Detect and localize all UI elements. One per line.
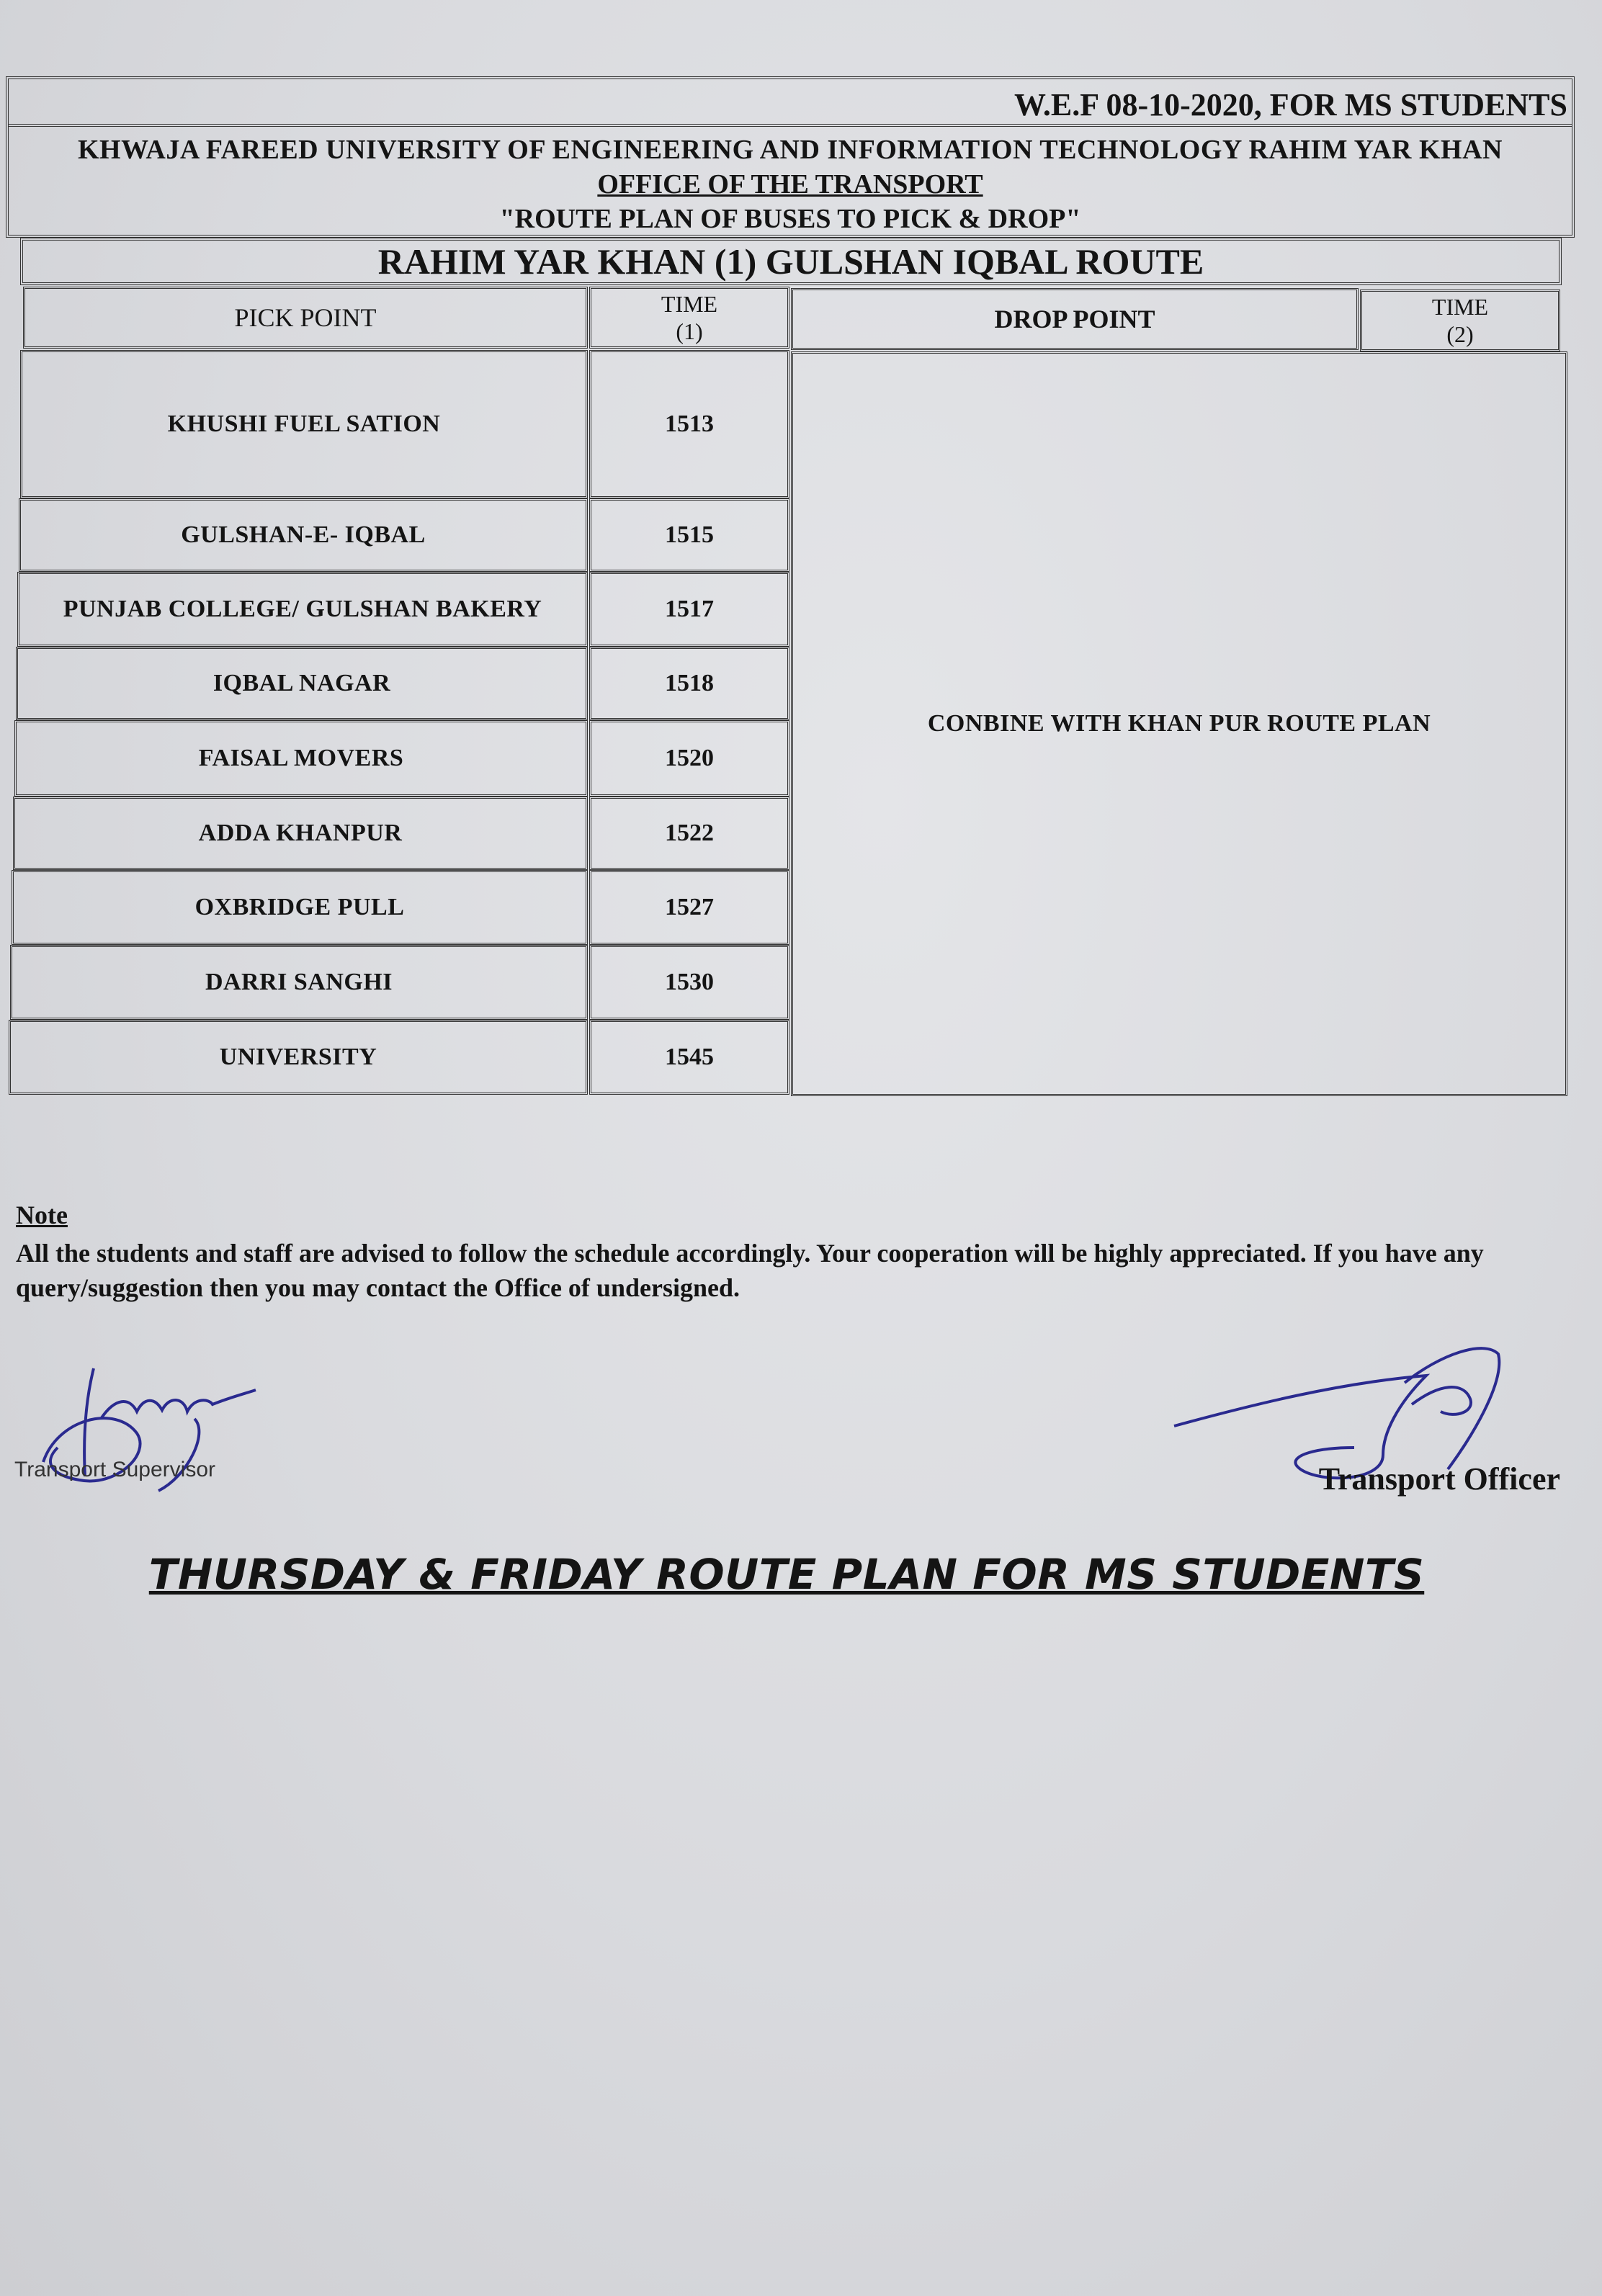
time2-header (1360, 290, 1560, 351)
time-cell: 1515 (665, 521, 714, 548)
time2-header-label: TIME (1431, 294, 1489, 320)
wef-row (9, 79, 1572, 127)
table-row-time (589, 1020, 789, 1095)
note-text: All the students and staff are advised to follow the schedule accordingly. Your cooperation will be highly appreciated. If you have any query/suggestion then you may contact the Office of undersigned. (16, 1239, 1484, 1302)
time-cell: 1517 (665, 596, 714, 622)
effective-date: W.E.F 08-10-2020, FOR MS STUDENTS (1013, 87, 1567, 122)
drop-point-header (791, 288, 1359, 350)
plan-title: "ROUTE PLAN OF BUSES TO PICK & DROP" (499, 204, 1081, 234)
time-cell: 1518 (665, 670, 714, 696)
table-row-time (589, 498, 789, 572)
pick-point-cell: ADDA KHANPUR (198, 820, 403, 846)
table-row-pick (10, 945, 588, 1020)
table-row-time (589, 945, 789, 1020)
table-row-pick (9, 1020, 588, 1095)
time-cell: 1513 (665, 411, 714, 437)
table-row-pick (14, 720, 588, 797)
pick-point-cell: IQBAL NAGAR (212, 670, 391, 696)
supervisor-label: Transport Supervisor (14, 1458, 215, 1481)
table-row-time (589, 572, 789, 647)
table-row-pick (17, 572, 588, 647)
drop-point-merged-cell (791, 351, 1567, 1096)
table-row-pick (12, 870, 588, 945)
time1-header-label: TIME (661, 291, 718, 317)
footer-title: THURSDAY & FRIDAY ROUTE PLAN FOR MS STUDENTS (148, 1550, 1425, 1599)
table-row-time (589, 647, 789, 720)
pick-point-cell: DARRI SANGHI (205, 969, 393, 995)
time-cell: 1522 (665, 820, 714, 846)
route-title: RAHIM YAR KHAN (1) GULSHAN IQBAL ROUTE (20, 238, 1562, 285)
table-row-time (589, 720, 789, 797)
pick-point-cell: FAISAL MOVERS (198, 745, 404, 771)
table-row-time (589, 870, 789, 945)
time-cell: 1527 (665, 894, 714, 920)
time-cell: 1530 (665, 969, 714, 995)
pick-point-header (23, 287, 588, 349)
pick-point-header-label: PICK POINT (234, 303, 377, 332)
table-row-pick (20, 350, 588, 498)
pick-point-cell: KHUSHI FUEL SATION (167, 411, 441, 437)
office-name: OFFICE OF THE TRANSPORT (597, 169, 983, 199)
pick-point-cell: GULSHAN-E- IQBAL (181, 521, 426, 548)
drop-point-header-label: DROP POINT (994, 305, 1155, 333)
pick-point-cell: PUNJAB COLLEGE/ GULSHAN BAKERY (63, 596, 542, 622)
drop-point-merged-text: CONBINE WITH KHAN PUR ROUTE PLAN (927, 710, 1431, 737)
time-cell: 1545 (665, 1044, 714, 1070)
table-row-pick (16, 647, 588, 720)
table-row-time (589, 350, 789, 498)
table-row-pick (19, 498, 588, 572)
time2-header-num: (2) (1446, 321, 1474, 347)
pick-point-cell: OXBRIDGE PULL (194, 894, 405, 920)
institution-name: KHWAJA FAREED UNIVERSITY OF ENGINEERING AND INFORMATION TECHNOLOGY RAHIM YAR KHAN (78, 135, 1503, 165)
time1-header-num: (1) (676, 318, 703, 344)
time1-header (589, 287, 789, 349)
note-label: Note (16, 1201, 68, 1229)
pick-point-cell: UNIVERSITY (219, 1044, 377, 1070)
table-row-pick (13, 797, 588, 870)
header-box (6, 76, 1575, 238)
officer-label: Transport Officer (1318, 1461, 1560, 1497)
time-cell: 1520 (665, 745, 714, 771)
table-row-time (589, 797, 789, 870)
institution-block (17, 128, 1563, 238)
